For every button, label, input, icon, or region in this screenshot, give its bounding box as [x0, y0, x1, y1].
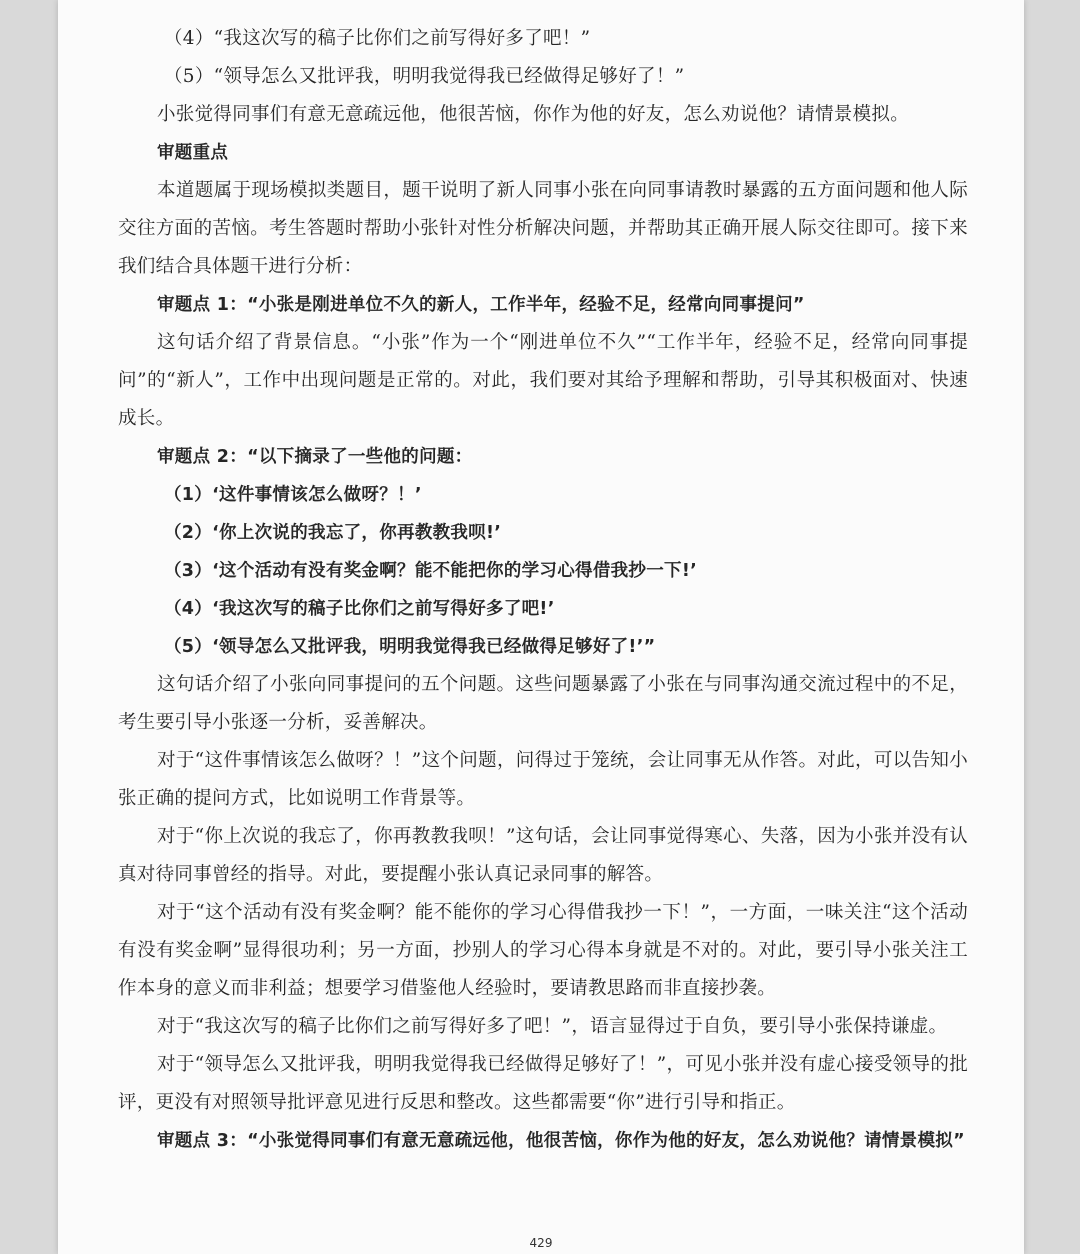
intro-paragraph: 本道题属于现场模拟类题目，题干说明了新人同事小张在向同事请教时暴露的五方面问题和他人际交往方面的苦恼。考生答题时帮助小张针对性分析解决问题，并帮助其正确开展人际交往即可。接下来我们结合具体题干进行分析： — [118, 180, 968, 277]
point-2-item-2: （2）‘你上次说的我忘了，你再教教我呗!’ — [164, 523, 502, 543]
page-number: 429 — [529, 1236, 553, 1250]
point-2-item-4: （4）‘我这次写的稿子比你们之前写得好多了吧!’ — [164, 599, 555, 619]
point-2-paragraph: 这句话介绍了小张向同事提问的五个问题。这些问题暴露了小张在与同事沟通交流过程中的不足，考生要引导小张逐一分析，妥善解决。 — [118, 674, 968, 733]
point-2-item-5: （5）‘领导怎么又批评我，明明我觉得我已经做得足够好了!’” — [164, 637, 656, 657]
point-2-heading: 审题点 2：“以下摘录了一些他的问题： — [157, 447, 473, 467]
analysis-1: 对于“这件事情该怎么做呀？！”这个问题，问得过于笼统，会让同事无从作答。对此，可以告知小张正确的提问方式，比如说明工作背景等。 — [118, 750, 968, 809]
point-2-item-3: （3）‘这个活动有没有奖金啊？能不能把你的学习心得借我抄一下!’ — [164, 561, 698, 581]
point-1-heading: 审题点 1：“小张是刚进单位不久的新人，工作半年，经验不足，经常向同事提问” — [157, 295, 805, 315]
quoted-question-4: （4）“我这次写的稿子比你们之前写得好多了吧！” — [164, 28, 591, 49]
document-page — [58, 0, 1024, 1254]
point-3-heading: 审题点 3：“小张觉得同事们有意无意疏远他，他很苦恼，你作为他的好友，怎么劝说他？请情景模拟” — [157, 1131, 965, 1151]
page-content — [118, 20, 968, 1160]
section-heading: 审题重点 — [157, 143, 229, 163]
point-2-item-1: （1）‘这件事情该怎么做呀？！’ — [164, 485, 422, 505]
analysis-2: 对于“你上次说的我忘了，你再教教我呗！”这句话，会让同事觉得寒心、失落，因为小张并没有认真对待同事曾经的指导。对此，要提醒小张认真记录同事的解答。 — [118, 826, 968, 885]
quoted-question-5: （5）“领导怎么又批评我，明明我觉得我已经做得足够好了！” — [164, 66, 685, 87]
scenario-question: 小张觉得同事们有意无意疏远他，他很苦恼，你作为他的好友，怎么劝说他？请情景模拟。 — [157, 104, 910, 125]
analysis-3: 对于“这个活动有没有奖金啊？能不能你的学习心得借我抄一下！”，一方面，一味关注“这个活动有没有奖金啊”显得很功利；另一方面，抄别人的学习心得本身就是不对的。对此，要引导小张关注工作本身的意义而非利益；想要学习借鉴他人经验时，要请教思路而非直接抄袭。 — [118, 902, 968, 999]
point-1-paragraph: 这句话介绍了背景信息。“小张”作为一个“刚进单位不久”“工作半年，经验不足，经常向同事提问”的“新人”，工作中出现问题是正常的。对此，我们要对其给予理解和帮助，引导其积极面对、快速成长。 — [118, 332, 968, 429]
analysis-4: 对于“我这次写的稿子比你们之前写得好多了吧！”，语言显得过于自负，要引导小张保持谦虚。 — [157, 1016, 948, 1037]
analysis-5: 对于“领导怎么又批评我，明明我觉得我已经做得足够好了！”，可见小张并没有虚心接受领导的批评，更没有对照领导批评意见进行反思和整改。这些都需要“你”进行引导和指正。 — [118, 1054, 968, 1113]
